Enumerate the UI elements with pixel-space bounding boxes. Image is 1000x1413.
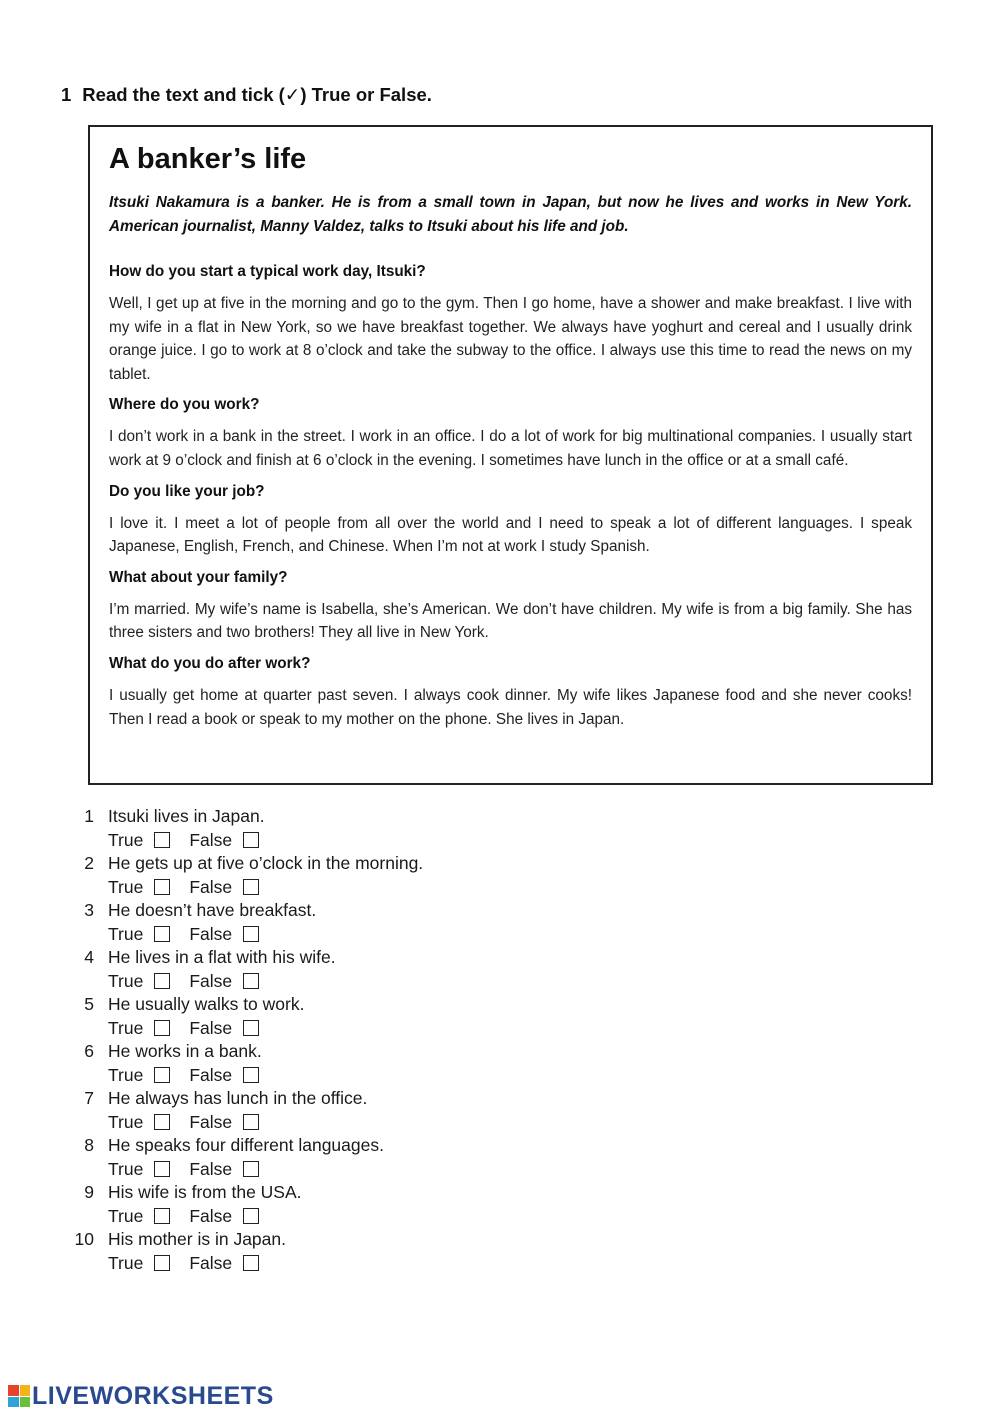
true-checkbox[interactable] (154, 1114, 170, 1130)
true-label: True (108, 1159, 144, 1179)
true-false-options (108, 1205, 259, 1227)
interview-question: How do you start a typical work day, Itsuki? (109, 263, 426, 280)
logo-square (20, 1385, 31, 1396)
false-label: False (189, 1018, 233, 1038)
statement-item (70, 1181, 670, 1228)
logo-square (20, 1397, 31, 1408)
statement-item (70, 1087, 670, 1134)
statement-number: 5 (84, 994, 94, 1014)
statement-text: He works in a bank. (108, 1041, 262, 1061)
true-label: True (108, 1253, 144, 1273)
true-option[interactable] (108, 1158, 170, 1180)
false-checkbox[interactable] (243, 1114, 259, 1130)
statement-item (70, 805, 670, 852)
interview-question: Where do you work? (109, 396, 260, 414)
true-checkbox[interactable] (154, 1020, 170, 1036)
false-label: False (189, 1159, 233, 1179)
statement-text: He lives in a flat with his wife. (108, 947, 336, 967)
statement-item (70, 852, 670, 899)
statement-item (70, 1228, 670, 1275)
true-option[interactable] (108, 923, 170, 945)
interview-question: What about your family? (109, 568, 288, 586)
liveworksheets-logo (8, 1383, 274, 1409)
true-label: True (108, 1112, 144, 1132)
true-label: True (108, 830, 144, 850)
false-label: False (189, 1065, 233, 1085)
logo-mark-icon (8, 1385, 30, 1407)
reading-text-box (88, 125, 933, 785)
true-false-options (108, 1017, 259, 1039)
true-option[interactable] (108, 876, 170, 898)
true-option[interactable] (108, 1205, 170, 1227)
true-label: True (108, 1018, 144, 1038)
true-false-options (108, 1064, 259, 1086)
statement-number: 7 (84, 1088, 94, 1108)
statement-text: He gets up at five o’clock in the morning. (108, 853, 424, 873)
true-checkbox[interactable] (154, 973, 170, 989)
false-label: False (189, 924, 233, 944)
statement-number: 8 (84, 1135, 94, 1155)
true-false-options (108, 923, 259, 945)
true-false-options (108, 970, 259, 992)
true-false-options (108, 876, 259, 898)
statement-text: His mother is in Japan. (108, 1229, 286, 1249)
true-checkbox[interactable] (154, 1067, 170, 1083)
true-option[interactable] (108, 970, 170, 992)
true-false-options (108, 1111, 259, 1133)
true-checkbox[interactable] (154, 832, 170, 848)
false-checkbox[interactable] (243, 1020, 259, 1036)
statement-text: He speaks four different languages. (108, 1135, 384, 1155)
false-label: False (189, 830, 233, 850)
article-title: A banker’s life (109, 143, 307, 175)
interview-answer: I’m married. My wife’s name is Isabella, she’s American. We don’t have children. My wife is from a big family. She has three sisters and two brothers! They all live in New York. (109, 600, 912, 642)
true-option[interactable] (108, 1111, 170, 1133)
true-checkbox[interactable] (154, 879, 170, 895)
true-label: True (108, 1206, 144, 1226)
false-option[interactable] (189, 1252, 259, 1274)
false-checkbox[interactable] (243, 832, 259, 848)
true-label: True (108, 1065, 144, 1085)
false-option[interactable] (189, 876, 259, 898)
false-option[interactable] (189, 923, 259, 945)
false-checkbox[interactable] (243, 973, 259, 989)
statement-text: He usually walks to work. (108, 994, 305, 1014)
true-label: True (108, 971, 144, 991)
logo-square (8, 1385, 19, 1396)
true-option[interactable] (108, 1252, 170, 1274)
true-option[interactable] (108, 1017, 170, 1039)
statement-number: 3 (84, 900, 94, 920)
false-checkbox[interactable] (243, 879, 259, 895)
false-checkbox[interactable] (243, 926, 259, 942)
statement-item (70, 946, 670, 993)
true-false-options (108, 1158, 259, 1180)
true-false-options (108, 1252, 259, 1274)
statement-item (70, 899, 670, 946)
article-intro: Itsuki Nakamura is a banker. He is from a small town in Japan, but now he lives and works in New York. American journalist, Manny Valdez, talks to Itsuki about his life and job. (109, 194, 912, 235)
false-label: False (189, 877, 233, 897)
true-false-options (108, 829, 259, 851)
statement-text: His wife is from the USA. (108, 1182, 302, 1202)
statement-number: 6 (84, 1041, 94, 1061)
statement-number: 10 (74, 1229, 94, 1249)
false-option[interactable] (189, 1158, 259, 1180)
false-checkbox[interactable] (243, 1255, 259, 1271)
true-label: True (108, 924, 144, 944)
false-label: False (189, 971, 233, 991)
true-checkbox[interactable] (154, 1161, 170, 1177)
false-option[interactable] (189, 1111, 259, 1133)
interview-question: Do you like your job? (109, 482, 265, 500)
logo-text: LIVEWORKSHEETS (32, 1382, 274, 1410)
false-checkbox[interactable] (243, 1208, 259, 1224)
true-checkbox[interactable] (154, 1208, 170, 1224)
interview-question: What do you do after work? (109, 654, 311, 672)
statement-number: 9 (84, 1182, 94, 1202)
false-option[interactable] (189, 970, 259, 992)
false-checkbox[interactable] (243, 1161, 259, 1177)
true-option[interactable] (108, 829, 170, 851)
statement-item (70, 1040, 670, 1087)
statement-number: 4 (84, 947, 94, 967)
statement-text: Itsuki lives in Japan. (108, 806, 265, 826)
interview-answer: I usually get home at quarter past seven. I always cook dinner. My wife likes Japanese food and she never cooks! Then I read a book or speak to my mother on the phone. She lives in Japan. (109, 686, 912, 728)
true-option[interactable] (108, 1064, 170, 1086)
interview-answer: I love it. I meet a lot of people from all over the world and I need to speak a lot of different languages. I speak Japanese, English, French, and Chinese. When I’m not at work I study Spanish. (109, 514, 912, 556)
false-option[interactable] (189, 1017, 259, 1039)
exercise-number: 1 (61, 84, 72, 105)
true-checkbox[interactable] (154, 926, 170, 942)
logo-square (8, 1397, 19, 1408)
true-checkbox[interactable] (154, 1255, 170, 1271)
statement-number: 2 (84, 853, 94, 873)
statement-text: He doesn’t have breakfast. (108, 900, 317, 920)
true-label: True (108, 877, 144, 897)
interview-answer: I don’t work in a bank in the street. I work in an office. I do a lot of work for big multinational companies. I usually start work at 9 o’clock and finish at 6 o’clock in the evening. I sometimes have lunch in the office or at a small café. (109, 428, 912, 469)
false-option[interactable] (189, 1205, 259, 1227)
false-checkbox[interactable] (243, 1067, 259, 1083)
interview-qa-list (109, 262, 912, 731)
interview-answer: Well, I get up at five in the morning and go to the gym. Then I go home, have a shower and make breakfast. I live with my wife in a flat in New York, so we have breakfast together. We always have yoghurt and cereal and I usually drink orange juice. I go to work at 8 o’clock and take the subway to the office. I always use this time to read the news on my tablet. (109, 295, 912, 383)
statement-item (70, 1134, 670, 1181)
statement-number: 1 (84, 806, 94, 826)
statement-text: He always has lunch in the office. (108, 1088, 368, 1108)
false-option[interactable] (189, 1064, 259, 1086)
true-false-items (70, 805, 670, 1275)
statement-item (70, 993, 670, 1040)
false-label: False (189, 1253, 233, 1273)
false-option[interactable] (189, 829, 259, 851)
false-label: False (189, 1206, 233, 1226)
exercise-instruction (61, 84, 432, 106)
false-label: False (189, 1112, 233, 1132)
instruction-text: Read the text and tick (✓) True or False. (82, 84, 432, 105)
